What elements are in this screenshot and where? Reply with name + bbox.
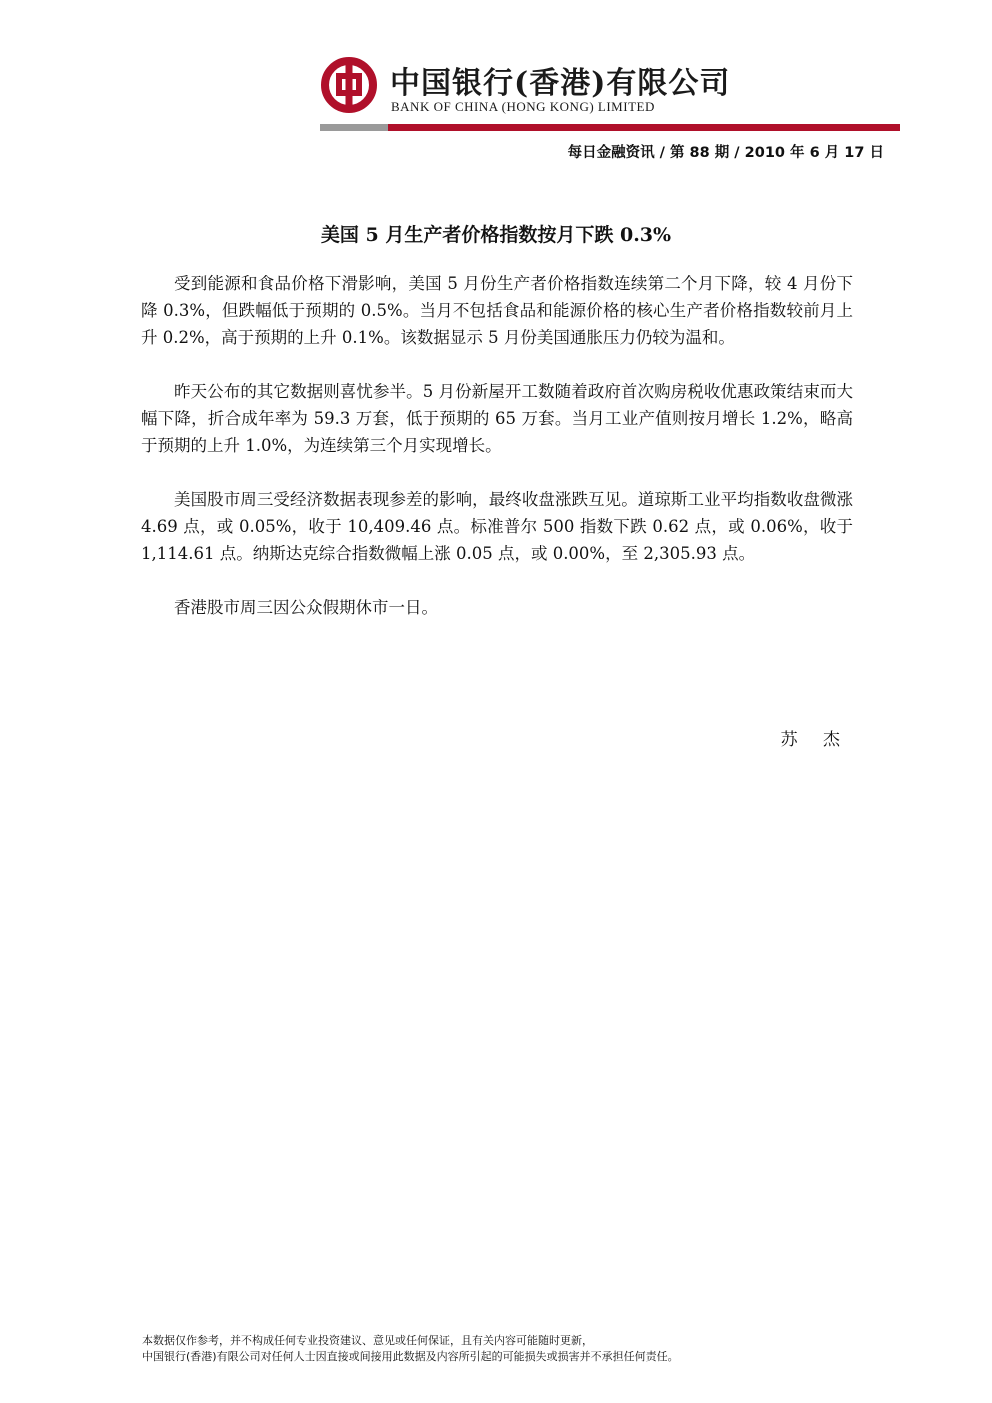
disclaimer-line: 中国银行(香港)有限公司对任何人士因直接或间接用此数据及内容所引起的可能损失或损害并不承担任何责任。 [142,1350,679,1363]
issue-date-line: 每日金融资讯 / 第 88 期 / 2010 年 6 月 17 日 [567,145,884,161]
article-body [141,270,853,648]
bank-of-china-logo-icon [320,56,378,114]
article-paragraph: 受到能源和食品价格下滑影响，美国 5 月份生产者价格指数连续第二个月下降，较 4 月份下降 0.3%，但跌幅低于预期的 0.5%。当月不包括食品和能源价格的核心生产者价格指数较前月上升 0.2%，高于预期的上升 0.1%。该数据显示 5 月份美国通胀压力仍较为温和。 [141,274,853,347]
article-paragraph: 美国股市周三受经济数据表现参差的影响，最终收盘涨跌互见。道琼斯工业平均指数收盘微涨 4.69 点，或 0.05%，收于 10,409.46 点。标准普尔 500 指数下跌 0.62 点，或 0.06%，收于 1,114.61 点。纳斯达克综合指数微幅上涨 0.05 点，或 0.00%，至 2,305.93 点。 [141,490,853,563]
author-signature: 苏 杰 [780,730,850,750]
article-paragraph: 昨天公布的其它数据则喜忧参半。5 月份新屋开工数随着政府首次购房税收优惠政策结束而大幅下降，折合成年率为 59.3 万套，低于预期的 65 万套。当月工业产值则按月增长 1.2%，略高于预期的上升 1.0%，为连续第三个月实现增长。 [141,382,853,455]
article-title: 美国 5 月生产者价格指数按月下跌 0.3% [320,224,672,246]
disclaimer-line: 本数据仅作参考，并不构成任何专业投资建议、意见或任何保证，且有关内容可能随时更新， [142,1334,593,1347]
article-paragraph: 香港股市周三因公众假期休市一日。 [174,598,438,617]
bank-name-english: BANK OF CHINA (HONG KONG) LIMITED [391,99,655,114]
header-divider-red [388,124,900,131]
bank-name-chinese: 中国银行(香港)有限公司 [390,66,731,101]
disclaimer [142,1333,862,1365]
header-divider-grey [320,124,388,131]
